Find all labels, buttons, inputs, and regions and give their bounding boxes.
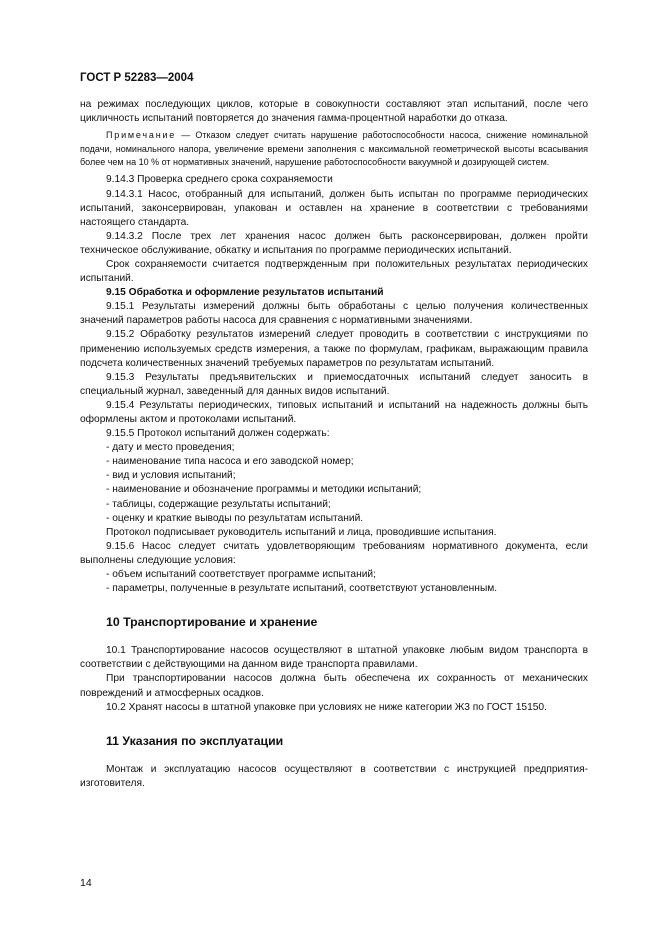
- heading-9-15: 9.15 Обработка и оформление результатов испытаний: [106, 287, 384, 299]
- list-item: - вид и условия испытаний;: [106, 470, 236, 482]
- document-header: ГОСТ Р 52283—2004: [80, 72, 194, 84]
- note: [80, 129, 588, 169]
- note-label: Примечание: [106, 130, 177, 141]
- clause-9-15-2: 9.15.2 Обработку результатов измерений следует проводить в соответствии с инструкциями по применению используемых средств измерения, а также по формулам, графикам, выражающим правила подсчета количественных значений требуемых параметров по результатам испытаний.: [80, 329, 588, 369]
- clause-9-14-3-2: 9.14.3.2 После трех лет хранения насос должен быть расконсервирован, должен пройти техническое обслуживание, обкатку и испытания по программе периодических испытаний.: [80, 230, 588, 256]
- clause-9-15-3: 9.15.3 Результаты предъявительских и приемосдаточных испытаний следует заносить в специальный журнал, заведенный для данных видов испытаний.: [80, 371, 588, 397]
- clause-9-14-3: 9.14.3 Проверка среднего срока сохраняемости: [106, 174, 333, 186]
- clause-9-15-6: 9.15.6 Насос следует считать удовлетворяющим требованиям нормативного документа, если выполнены следующие условия:: [80, 540, 588, 566]
- clause-9-14-3-1: 9.14.3.1 Насос, отобранный для испытаний, должен быть испытан по программе периодических испытаний, законсервирован, упакован и оставлен на хранение в соответствии с требованиями настоящего стандарта.: [80, 188, 588, 228]
- list-item: - параметры, полученные в результате испытаний, соответствуют установленным.: [106, 583, 498, 595]
- section-heading-10: 10 Транспортирование и хранение: [106, 615, 318, 630]
- list-item: - оценку и краткие выводы по результатам испытаний.: [106, 512, 364, 524]
- paragraph-shelf-life: Срок сохраняемости считается подтвержденным при положительных результатах периодических испытаний.: [80, 258, 588, 285]
- clause-9-15-4: 9.15.4 Результаты периодических, типовых испытаний и испытаний на надежность должны быть оформлены актом и протоколами испытаний.: [80, 399, 588, 425]
- document-body: [80, 98, 588, 791]
- note-text: — Отказом следует считать нарушение работоспособности насоса, снижение номинальной подачи, номинального напора, увеличение времени заполнения с максимальной геометрической высоты всасывания более чем на 10 % от нормативных значений, нарушение работоспособности вакуумной и дозирующей систем.: [80, 130, 588, 167]
- section-heading-11: 11 Указания по эксплуатации: [106, 733, 284, 748]
- list-item: - наименование и обозначение программы и методики испытаний;: [106, 484, 422, 496]
- page-number: 14: [80, 877, 92, 889]
- clause-9-15-1: 9.15.1 Результаты измерений должны быть обработаны с целью получения количественных значений параметров работы насоса для сравнения с нормативными значениями.: [80, 301, 588, 327]
- list-item: - объем испытаний соответствует программе испытаний;: [106, 569, 376, 581]
- clause-10-2: 10.2 Хранят насосы в штатной упаковке при условиях не ниже категории Ж3 по ГОСТ 15150.: [106, 701, 547, 713]
- list-item: - дату и место проведения;: [106, 442, 235, 454]
- list-item: - наименование типа насоса и его заводской номер;: [106, 456, 354, 468]
- list-item: - таблицы, содержащие результаты испытаний;: [106, 498, 331, 510]
- paragraph-transport-protection: При транспортировании насосов должна быть обеспечена их сохранность от механических повреждений и атмосферных осадков.: [80, 673, 588, 699]
- clause-10-1: 10.1 Транспортирование насосов осуществляют в штатной упаковке любым видом транспорта в соответствии с действующими на данном виде транспорта правилами.: [80, 645, 588, 671]
- paragraph-protocol-signature: Протокол подписывает руководитель испытаний и лица, проводившие испытания.: [106, 526, 497, 538]
- paragraph-operation: Монтаж и эксплуатацию насосов осуществляют в соответствии с инструкцией предприятия-изготовителя.: [80, 763, 588, 789]
- paragraph-continuation: на режимах последующих циклов, которые в совокупности составляют этап испытаний, после чего цикличность испытаний повторяется до значения гамма-процентной наработки до отказа.: [80, 99, 588, 125]
- clause-9-15-5: 9.15.5 Протокол испытаний должен содержать:: [106, 428, 330, 440]
